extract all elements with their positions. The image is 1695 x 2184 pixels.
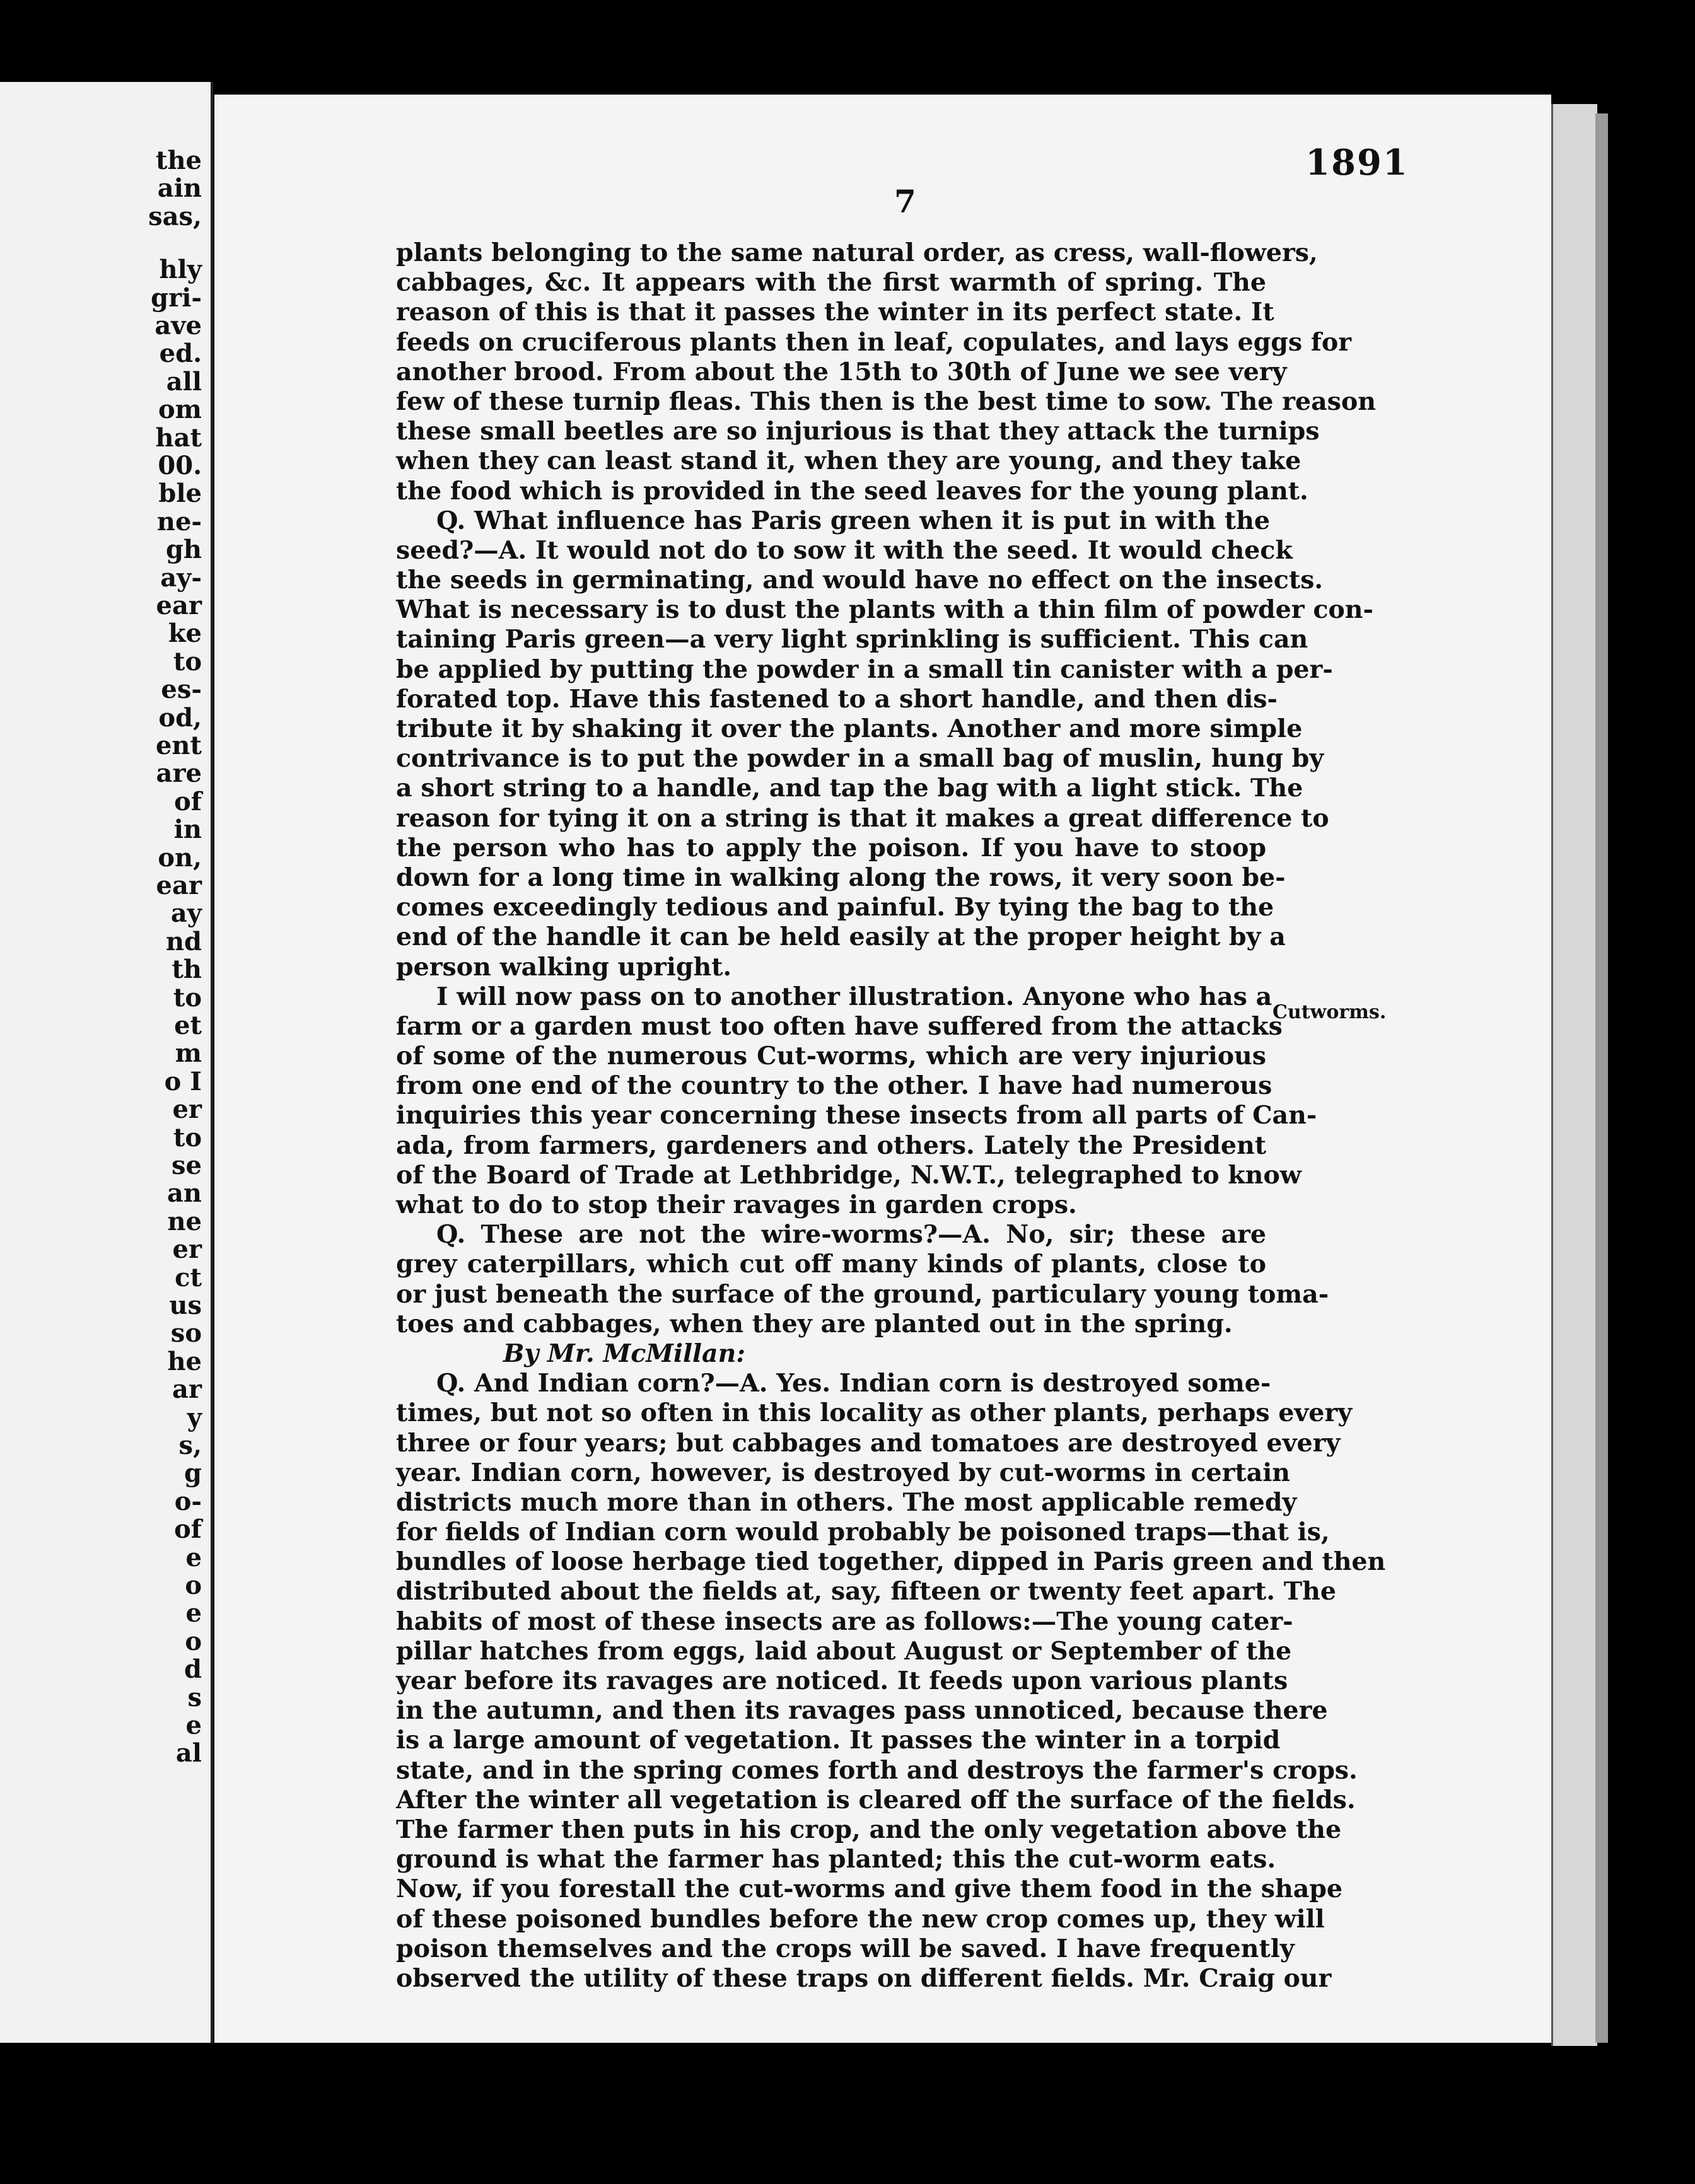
text-line: Q. These are not the wire-worms?—A. No, sir; these are xyxy=(436,1220,1266,1250)
facing-page-fragment: d xyxy=(184,1654,202,1685)
facing-page-fragment: ct xyxy=(175,1262,202,1292)
facing-page-fragment: e xyxy=(185,1542,202,1572)
facing-page-fragment: all xyxy=(166,366,202,397)
text-line: feeds on cruciferous plants then in leaf, copulates, and lays eggs for xyxy=(396,327,1352,357)
text-line: a short string to a handle, and tap the bag with a light stick. The xyxy=(396,774,1303,803)
text-line: end of the handle it can be held easily at the proper height by a xyxy=(396,922,1286,952)
facing-page-fragment: ke xyxy=(168,619,202,649)
facing-page-fragment: om xyxy=(158,395,202,425)
facing-page-fragment: er xyxy=(172,1095,202,1125)
text-line: districts much more than in others. The most applicable remedy xyxy=(396,1487,1297,1517)
facing-page-fragment: o I xyxy=(164,1066,202,1096)
facing-page-fragment: ay- xyxy=(160,562,202,593)
facing-page-fragment: an xyxy=(167,1178,202,1209)
text-line: times, but not so often in this locality as other plants, perhaps every xyxy=(396,1398,1353,1428)
text-line: the person who has to apply the poison. If you have to stoop xyxy=(396,833,1266,863)
text-line: of some of the numerous Cut-worms, which are very injurious xyxy=(396,1042,1266,1071)
text-line: year. Indian corn, however, is destroyed by cut-worms in certain xyxy=(396,1458,1290,1487)
text-line: reason for tying it on a string is that it makes a great difference to xyxy=(396,803,1329,833)
facing-page-fragment: sas, xyxy=(148,201,202,231)
facing-page-fragment: s xyxy=(187,1682,202,1712)
facing-page-fragment: nd xyxy=(165,926,202,956)
text-line: comes exceedingly tedious and painful. By tying the bag to the xyxy=(396,893,1274,922)
text-line: seed?—A. It would not do to sow it with the seed. It would check xyxy=(396,535,1293,565)
text-line: in the autumn, and then its ravages pass unnoticed, because there xyxy=(396,1696,1328,1726)
text-line: down for a long time in walking along the rows, it very soon be- xyxy=(396,863,1286,892)
text-line: grey caterpillars, which cut off many kinds of plants, close to xyxy=(396,1250,1266,1279)
facing-page-fragment: ar xyxy=(172,1374,202,1405)
text-line: Now, if you forestall the cut-worms and give them food in the shape xyxy=(396,1874,1343,1904)
text-line: of the Board of Trade at Lethbridge, N.W.T., telegraphed to know xyxy=(396,1160,1302,1190)
facing-page-fragment: are xyxy=(156,758,202,789)
facing-page-fragment: o- xyxy=(174,1486,202,1516)
facing-page-fragment: s, xyxy=(178,1431,202,1460)
facing-page-fragment: er xyxy=(172,1234,202,1265)
text-line: forated top. Have this fastened to a short handle, and then dis- xyxy=(396,684,1278,714)
facing-page-fragment: to xyxy=(173,646,202,677)
facing-page-fragment: in xyxy=(173,815,202,845)
facing-page-fragment: ne- xyxy=(156,506,202,537)
text-line: of these poisoned bundles before the new crop comes up, they will xyxy=(396,1904,1325,1934)
text-line: observed the utility of these traps on different fields. Mr. Craig our xyxy=(396,1963,1332,1993)
left-page-fragment xyxy=(0,82,213,2043)
facing-page-fragment: to xyxy=(173,982,202,1013)
text-line: distributed about the fields at, say, fifteen or twenty feet apart. The xyxy=(396,1577,1336,1606)
text-line: is a large amount of vegetation. It passes the winter in a torpid xyxy=(396,1726,1281,1755)
text-line: I will now pass on to another illustration. Anyone who has a xyxy=(436,982,1273,1011)
facing-page-fragment: to xyxy=(173,1122,202,1153)
facing-page-fragment: th xyxy=(172,955,202,985)
text-line: taining Paris green—a very light sprinkling is sufficient. This can xyxy=(396,625,1308,654)
text-line: or just beneath the surface of the ground, particulary young toma- xyxy=(396,1279,1329,1309)
text-line: habits of most of these insects are as follows:—The young cater- xyxy=(396,1606,1293,1636)
text-line: bundles of loose herbage tied together, dipped in Paris green and then xyxy=(396,1547,1386,1577)
body-text xyxy=(396,238,1386,1994)
text-line: contrivance is to put the powder in a small bag of muslin, hung by xyxy=(396,744,1324,774)
text-line: when they can least stand it, when they are young, and they take xyxy=(396,446,1302,476)
text-line: be applied by putting the powder in a small tin canister with a per- xyxy=(396,654,1333,684)
facing-page-fragment: gri- xyxy=(151,282,202,313)
year-stamp: 1891 xyxy=(1305,142,1409,183)
text-line: Q. What influence has Paris green when it is put in with the xyxy=(436,506,1271,535)
facing-page-fragment: hat xyxy=(155,422,202,453)
facing-page-fragment: ent xyxy=(155,731,202,760)
text-line: the seeds in germinating, and would have no effect on the insects. xyxy=(396,566,1324,595)
facing-page-fragment: of xyxy=(174,786,202,816)
text-line: After the winter all vegetation is cleared off the surface of the fields. xyxy=(396,1785,1356,1815)
text-line: for fields of Indian corn would probably be poisoned traps—that is, xyxy=(396,1518,1330,1547)
facing-page-fragment: od, xyxy=(158,702,202,733)
facing-page-fragment: o xyxy=(185,1571,202,1600)
facing-page-fragment: ear xyxy=(156,591,202,620)
text-line: inquiries this year concerning these insects from all parts of Can- xyxy=(396,1101,1317,1130)
text-line: The farmer then puts in his crop, and the only vegetation above the xyxy=(396,1815,1342,1844)
facing-page-fragment: e xyxy=(185,1711,202,1740)
text-line: plants belonging to the same natural order, as cress, wall-flowers, xyxy=(396,238,1318,267)
facing-page-fragment: of xyxy=(174,1514,202,1545)
text-line: reason of this is that it passes the winter in its perfect state. It xyxy=(396,298,1274,327)
facing-page-fragment: y xyxy=(187,1402,202,1432)
text-line: cabbages, &c. It appears with the first warmth of spring. The xyxy=(396,268,1266,298)
text-line: person walking upright. xyxy=(396,952,732,982)
text-line: from one end of the country to the other. I have had numerous xyxy=(396,1071,1273,1101)
facing-page-fragment: et xyxy=(174,1011,202,1040)
facing-page-fragment: us xyxy=(169,1291,202,1320)
text-line: ada, from farmers, gardeners and others. Lately the President xyxy=(396,1130,1266,1160)
text-line: three or four years; but cabbages and tomatoes are destroyed every xyxy=(396,1428,1341,1458)
facing-page-fragment: se xyxy=(172,1151,202,1180)
speaker-heading: By Mr. McMillan: xyxy=(503,1339,745,1368)
facing-page-fragment: ain xyxy=(157,173,202,204)
facing-page-fragment: he xyxy=(167,1346,202,1376)
text-line: year before its ravages are noticed. It feeds upon various plants xyxy=(396,1666,1288,1695)
facing-page-fragment: gh xyxy=(165,535,202,565)
page-edge xyxy=(1551,104,1597,2046)
text-line: toes and cabbages, when they are planted out in the spring. xyxy=(396,1309,1233,1339)
text-line: state, and in the spring comes forth and destroys the farmer's crops. xyxy=(396,1755,1358,1785)
text-line: farm or a garden must too often have suffered from the attacks xyxy=(396,1011,1283,1041)
text-line: another brood. From about the 15th to 30th of June we see very xyxy=(396,357,1287,386)
page-edge-shadow xyxy=(1595,113,1608,2043)
page-number: 7 xyxy=(894,183,916,220)
facing-page-fragment: on, xyxy=(158,842,202,873)
facing-page-fragment: the xyxy=(155,146,202,175)
text-line: pillar hatches from eggs, laid about August or September of the xyxy=(396,1636,1292,1666)
text-line: these small beetles are so injurious is that they attack the turnips xyxy=(396,417,1320,446)
facing-page-fragment: o xyxy=(185,1626,202,1656)
text-line: Q. And Indian corn?—A. Yes. Indian corn is destroyed some- xyxy=(436,1369,1271,1398)
facing-page-fragment: ed. xyxy=(159,339,202,369)
facing-page-fragment: al xyxy=(175,1738,202,1769)
text-line: ground is what the farmer has planted; this the cut-worm eats. xyxy=(396,1845,1276,1874)
facing-page-fragment: so xyxy=(170,1318,202,1349)
facing-page-fragment: ble xyxy=(158,479,202,509)
text-line: What is necessary is to dust the plants with a thin film of powder con- xyxy=(396,595,1373,625)
text-line: poison themselves and the crops will be saved. I have frequently xyxy=(396,1934,1295,1963)
facing-page-fragment: ear xyxy=(156,871,202,900)
text-line: the food which is provided in the seed leaves for the young plant. xyxy=(396,476,1308,506)
text-line: few of these turnip fleas. This then is the best time to sow. The reason xyxy=(396,386,1376,416)
text-line: tribute it by shaking it over the plants. Another and more simple xyxy=(396,714,1303,743)
facing-page-fragment: ne xyxy=(167,1206,202,1236)
facing-page-fragment: hly xyxy=(159,255,202,285)
facing-page-fragment: es- xyxy=(161,675,202,705)
facing-page-fragment: e xyxy=(185,1598,202,1629)
facing-page-fragment: m xyxy=(175,1038,202,1069)
facing-page-fragment: ave xyxy=(154,311,202,340)
facing-page-fragment: g xyxy=(184,1458,202,1489)
facing-page-fragment: ay xyxy=(170,898,202,929)
text-line: what to do to stop their ravages in garden crops. xyxy=(396,1190,1077,1219)
margin-note-cutworms: Cutworms. xyxy=(1273,1001,1387,1023)
facing-page-fragment: 00. xyxy=(158,451,202,480)
